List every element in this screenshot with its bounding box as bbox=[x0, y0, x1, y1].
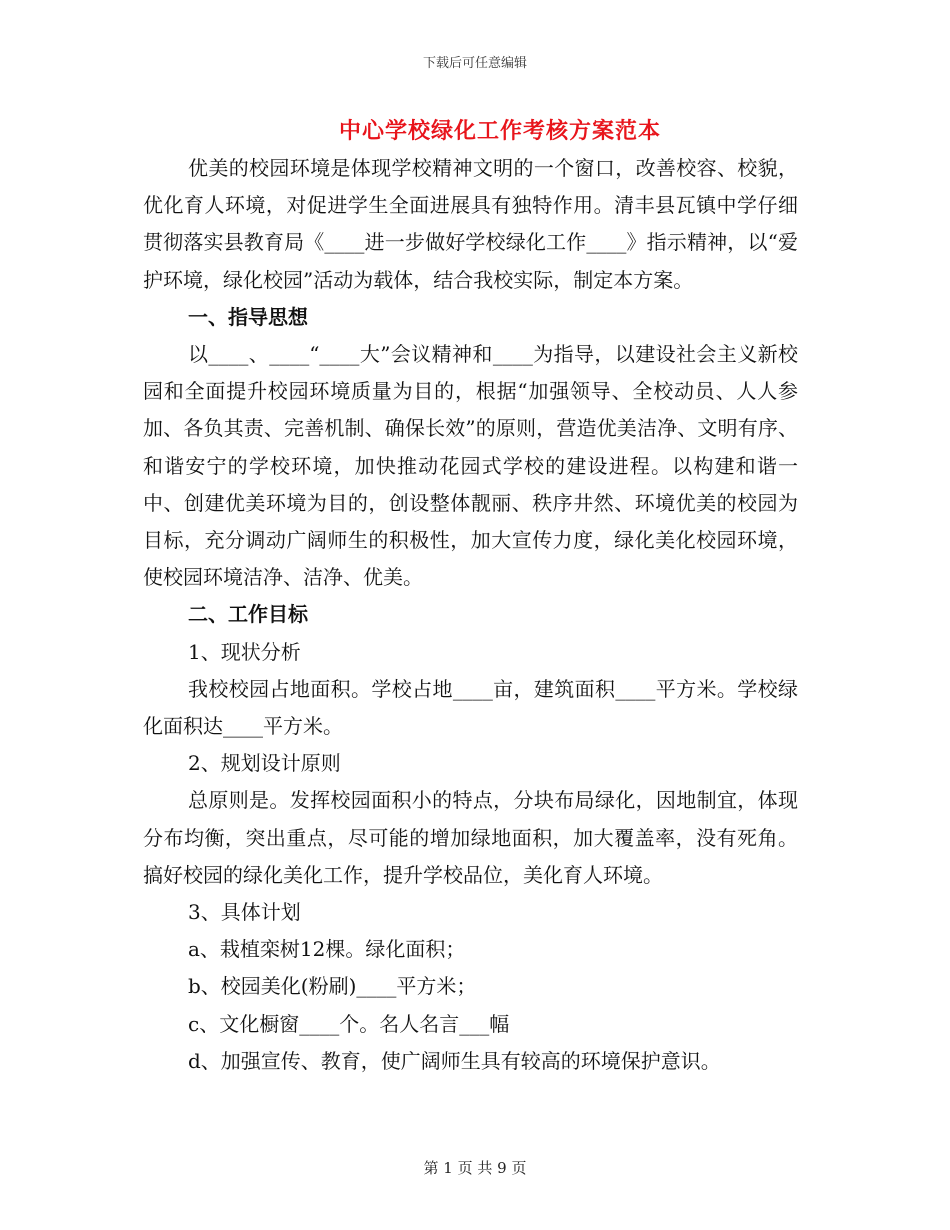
intro-paragraph: 优美的校园环境是体现学校精神文明的一个窗口，改善校容、校貌，优化育人环境，对促进学生全面进展具有独特作用。清丰县瓦镇中学仔细贯彻落实县教育局《____进一步做好学校绿化工作____》指示精神，以“爱护环境，绿化校园”活动为载体，结合我校实际，制定本方案。 bbox=[143, 156, 798, 292]
subheading-design-principles: 2、规划设计原则 bbox=[188, 751, 341, 776]
subheading-specific-plan: 3、具体计划 bbox=[188, 900, 301, 925]
status-analysis-paragraph: 我校校园占地面积。学校占地____亩，建筑面积____平方米。学校绿化面积达____平方米。 bbox=[143, 676, 798, 739]
header-note: 下载后可任意编辑 bbox=[422, 56, 527, 71]
design-principles-paragraph: 总原则是。发挥校园面积小的特点，分块布局绿化，因地制宜，体现分布均衡，突出重点，尽可能的增加绿地面积，加大覆盖率，没有死角。搞好校园的绿化美化工作，提升学校品位，美化育人环境。 bbox=[143, 788, 798, 887]
plan-item-c: c、文化橱窗____个。名人名言___幅 bbox=[188, 1011, 510, 1036]
section-heading-guiding-ideology: 一、指导思想 bbox=[188, 304, 308, 329]
page-footer: 第 1 页 共 9 页 bbox=[423, 1159, 527, 1177]
subheading-status-analysis: 1、现状分析 bbox=[188, 639, 301, 664]
guiding-ideology-paragraph: 以____、____“____大”会议精神和____为指导，以建设社会主义新校园和全面提升校园环境质量为目的，根据“加强领导、全校动员、人人参加、各负其责、完善机制、确保长效”的原则，营造优美洁净、文明有序、和谐安宁的学校环境，加快推动花园式学校的建设进程。以构建和谐一中、创建优美环境为目的，创设整体靓丽、秩序井然、环境优美的校园为目标，充分调动广阔师生的积极性，加大宣传力度，绿化美化校园环境，使校园环境洁净、洁净、优美。 bbox=[143, 342, 798, 590]
plan-item-d: d、加强宣传、教育，使广阔师生具有较高的环境保护意识。 bbox=[188, 1048, 721, 1073]
plan-item-a: a、栽植栾树12棵。绿化面积； bbox=[188, 937, 466, 962]
section-heading-work-goals: 二、工作目标 bbox=[188, 602, 308, 627]
document-title: 中心学校绿化工作考核方案范本 bbox=[338, 118, 661, 144]
document-body bbox=[143, 150, 798, 1080]
plan-item-b: b、校园美化(粉刷)____平方米； bbox=[188, 974, 477, 999]
